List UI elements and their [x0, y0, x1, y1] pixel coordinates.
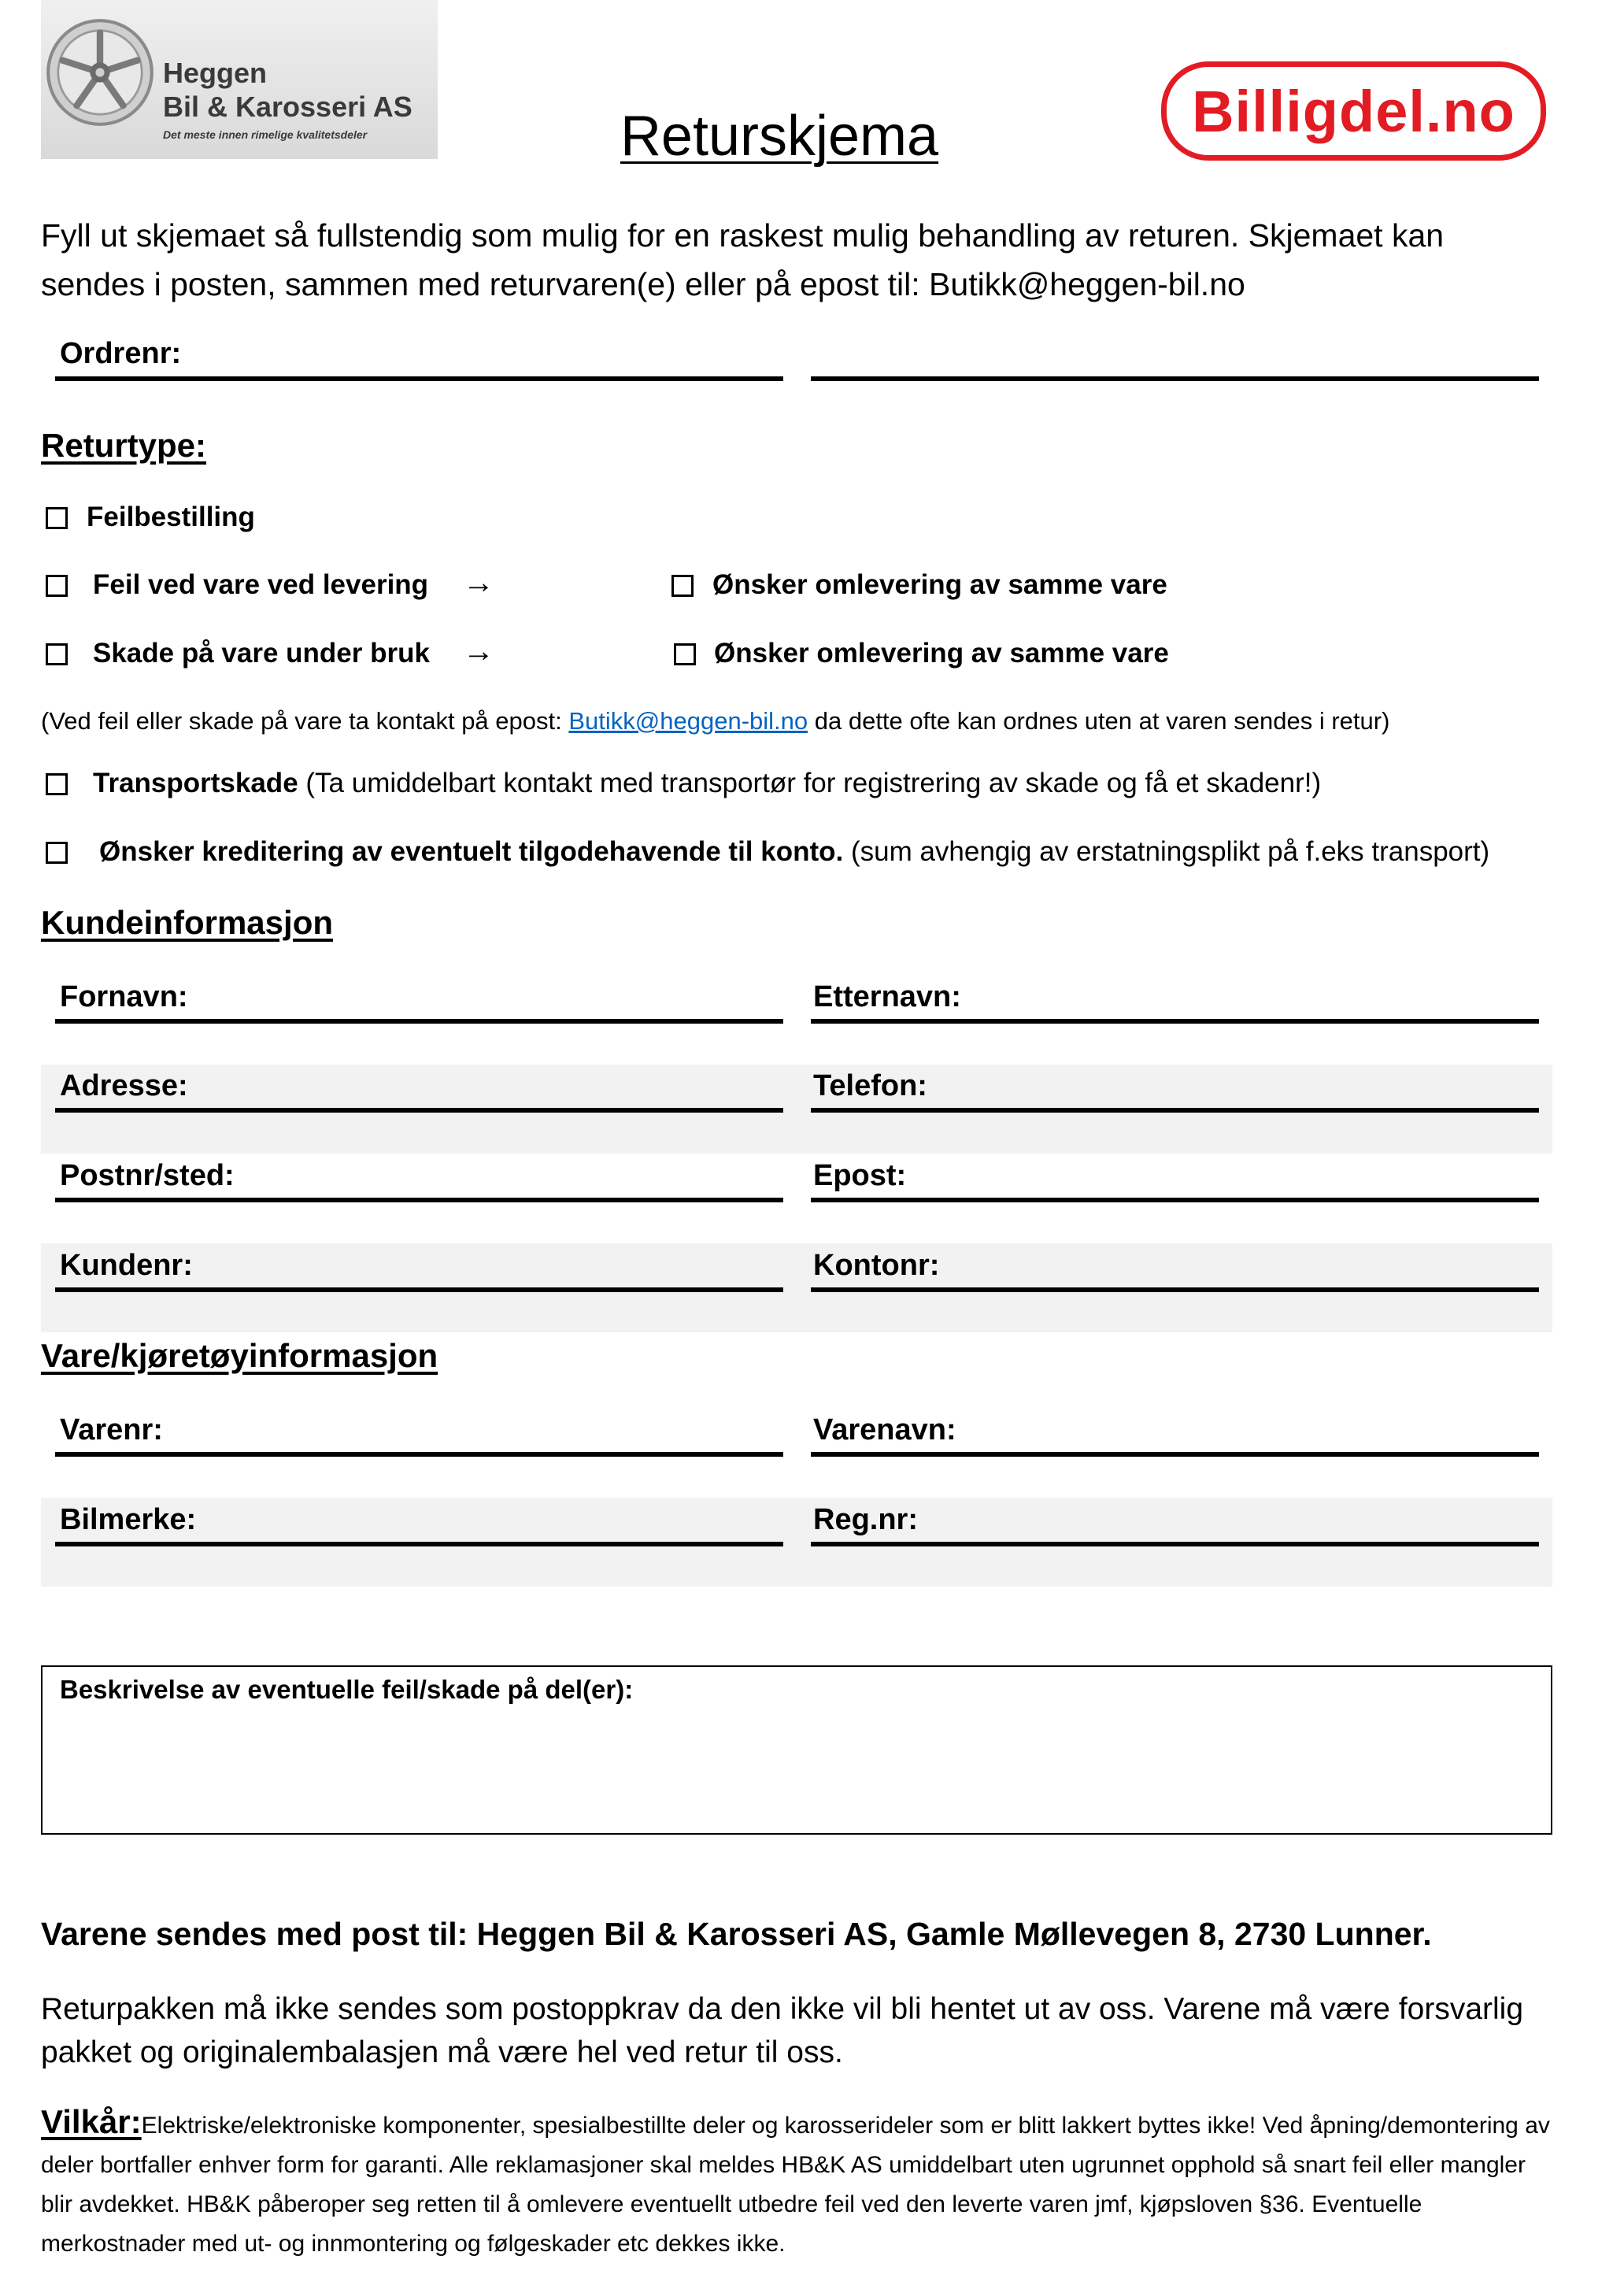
adresse-field[interactable]	[55, 1108, 783, 1113]
company-name-line1: Heggen	[163, 57, 268, 89]
varenavn-label: Varenavn:	[813, 1413, 956, 1446]
vareinformasjon-heading: Vare/kjøretøyinformasjon	[41, 1337, 438, 1374]
checkbox-kreditering[interactable]	[46, 842, 68, 864]
postnr-field[interactable]	[55, 1198, 783, 1202]
right-arrow-icon: →	[463, 565, 494, 600]
checkbox-omlevering-1[interactable]	[671, 575, 694, 597]
adresse-label: Adresse:	[60, 1069, 188, 1102]
terms-text: Elektriske/elektroniske komponenter, spesialbestillte deler og karosserideler som er blitt lakkert byttes ikke! Ved åpning/demontering av deler bortfaller enhver form for garanti. Alle reklamasjoner skal meldes HB&K AS umiddelbart uten ugrunnet opphold så snart feil eller mangler blir avdekket. HB&K påberoper seg retten til å omlevere eventuellt utbedre feil ved den leverte varen jmf, kjøpsloven §36. Eventuelle merkostnader med ut- og innmontering og følgeskader etc dekkes ikke.	[41, 2113, 1550, 2257]
kundenr-label: Kundenr:	[60, 1249, 193, 1282]
checkbox-feil-ved-vare[interactable]	[46, 575, 68, 597]
contact-note-post: da dette ofte kan ordnes uten at varen sendes i retur)	[808, 707, 1390, 735]
kontonr-label: Kontonr:	[813, 1249, 940, 1282]
regnr-label: Reg.nr:	[813, 1503, 918, 1536]
etternavn-field[interactable]	[811, 1019, 1539, 1024]
etternavn-label: Etternavn:	[813, 980, 961, 1013]
checkbox-skade-under-bruk[interactable]	[46, 643, 68, 665]
ordrenr-label: Ordrenr:	[60, 337, 182, 370]
right-arrow-icon: →	[463, 634, 494, 669]
terms-heading: Vilkår:	[41, 2103, 142, 2140]
skade-under-bruk-label: Skade på vare under bruk	[93, 638, 430, 669]
transportskade-bold: Transportskade	[93, 768, 298, 798]
bilmerke-field[interactable]	[55, 1542, 783, 1546]
ordrenr-extra-field[interactable]	[811, 376, 1539, 381]
omlevering-2-label: Ønsker omlevering av samme vare	[714, 638, 1169, 669]
varenavn-field[interactable]	[811, 1452, 1539, 1457]
transportskade-rest: (Ta umiddelbart kontakt med transportør for registrering av skade og få et skadenr!)	[298, 768, 1322, 798]
billigdel-logo: Billigdel.no	[1161, 61, 1546, 161]
intro-text: Fyll ut skjemaet så fullstendig som mulig for en raskest mulig behandling av returen. Skjemaet kan sendes i posten, sammen med returvaren(e) eller på epost til: Butikk@heggen-bil.no	[41, 217, 1445, 302]
checkbox-omlevering-2[interactable]	[674, 643, 696, 665]
contact-email-link[interactable]: Butikk@heggen-bil.no	[568, 707, 808, 735]
feil-ved-vare-label: Feil ved vare ved levering	[93, 569, 429, 600]
feilbestilling-label: Feilbestilling	[87, 502, 255, 532]
description-textarea[interactable]	[41, 1665, 1552, 1835]
terms	[41, 2102, 1552, 2264]
checkbox-transportskade[interactable]	[46, 773, 68, 795]
telefon-field[interactable]	[811, 1108, 1539, 1113]
epost-field[interactable]	[811, 1198, 1539, 1202]
bilmerke-label: Bilmerke:	[60, 1503, 197, 1536]
telefon-label: Telefon:	[813, 1069, 927, 1102]
varenr-label: Varenr:	[60, 1413, 163, 1446]
kundeinformasjon-heading: Kundeinformasjon	[41, 904, 334, 941]
kontonr-field[interactable]	[811, 1287, 1539, 1292]
returtype-heading: Returtype:	[41, 427, 207, 464]
regnr-field[interactable]	[811, 1542, 1539, 1546]
omlevering-1-label: Ønsker omlevering av samme vare	[712, 569, 1167, 600]
shipping-address: Varene sendes med post til: Heggen Bil & Karosseri AS, Gamle Møllevegen 8, 2730 Lunner.	[41, 1916, 1432, 1952]
contact-note	[41, 707, 1389, 735]
kreditering-label	[99, 836, 1489, 868]
checkbox-feilbestilling[interactable]	[46, 507, 68, 529]
fornavn-field[interactable]	[55, 1019, 783, 1024]
fornavn-label: Fornavn:	[60, 980, 188, 1013]
company-name-line2: Bil & Karosseri AS	[163, 91, 412, 123]
epost-label: Epost:	[813, 1159, 907, 1192]
varenr-field[interactable]	[55, 1452, 783, 1457]
description-label: Beskrivelse av eventuelle feil/skade på del(er):	[60, 1675, 634, 1704]
ordrenr-field[interactable]	[55, 376, 783, 381]
kundenr-field[interactable]	[55, 1287, 783, 1292]
postnr-label: Postnr/sted:	[60, 1159, 235, 1192]
company-slogan: Det meste innen rimelige kvalitetsdeler	[163, 128, 368, 141]
page-title: Returskjema	[620, 105, 939, 168]
kreditering-rest: (sum avhengig av erstatningsplikt på f.eks transport)	[843, 836, 1490, 867]
kreditering-bold: Ønsker kreditering av eventuelt tilgodehavende til konto.	[99, 836, 844, 867]
contact-note-pre: (Ved feil eller skade på vare ta kontakt på epost:	[41, 707, 569, 735]
return-instructions: Returpakken må ikke sendes som postoppkrav da den ikke vil bli hentet ut av oss. Varene må være forsvarlig pakket og originalembalasjen må være hel ved retur til oss.	[41, 1992, 1524, 2069]
transportskade-label	[93, 768, 1321, 799]
